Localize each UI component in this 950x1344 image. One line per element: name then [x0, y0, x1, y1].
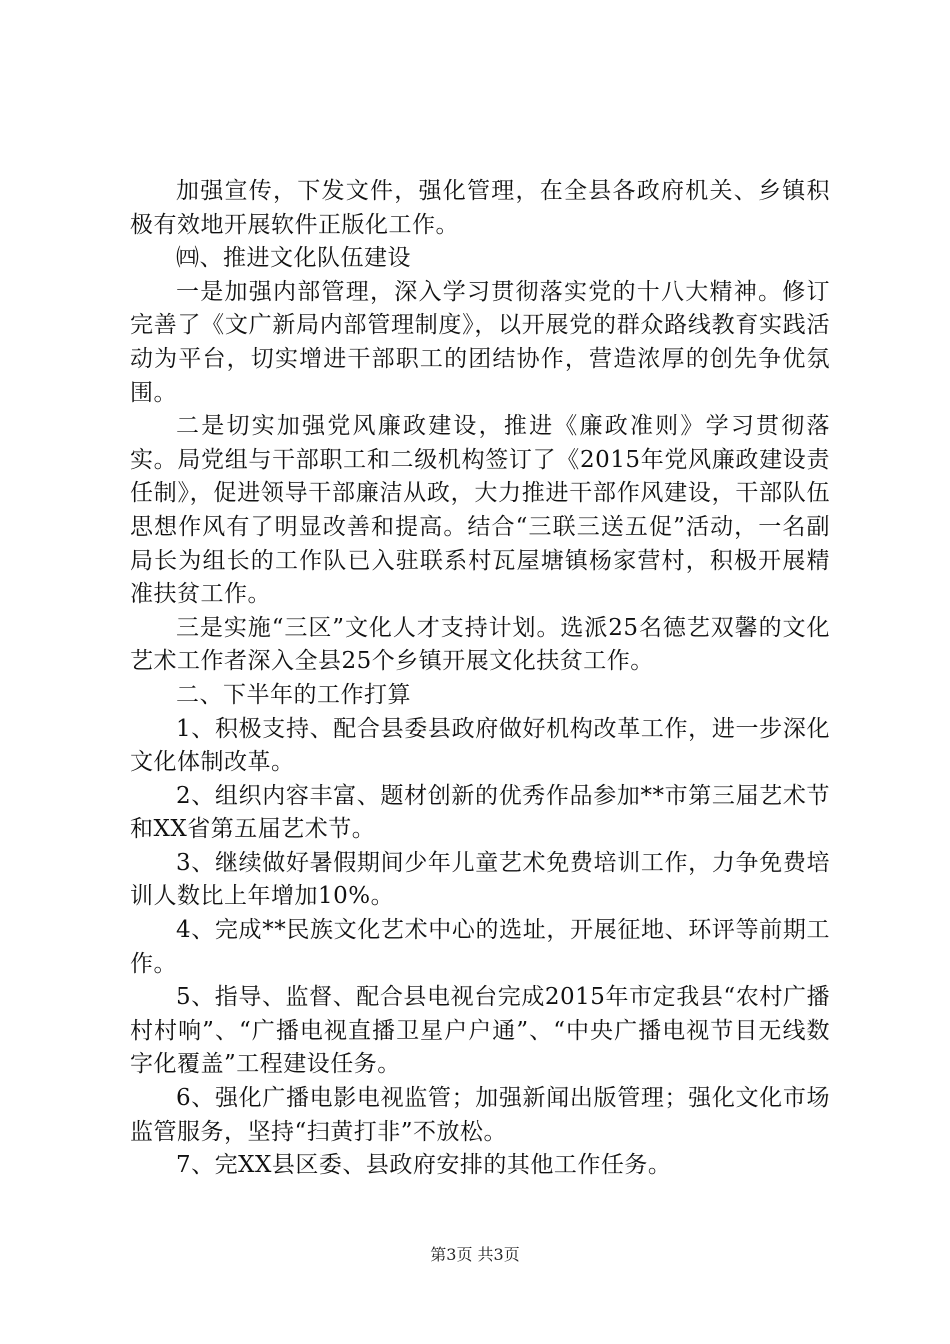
plan-item-3: 3、继续做好暑假期间少年儿童艺术免费培训工作，力争免费培训人数比上年增加10%。: [130, 849, 830, 910]
section-heading-second-half-plan: 二、下半年的工作打算: [176, 681, 411, 708]
page-number-footer: 第3页 共3页: [430, 1245, 520, 1264]
plan-item-5: 5、指导、监督、配合县电视台完成2015年市定我县“农村广播村村响”、“广播电视直播卫星户户通”、“中央广播电视节目无线数字化覆盖”工程建设任务。: [130, 984, 830, 1078]
plan-item-6: 6、强化广播电影电视监管；加强新闻出版管理；强化文化市场监管服务，坚持“扫黄打非”不放松。: [130, 1085, 830, 1145]
paragraph-integrity-building: 二是切实加强党风廉政建设，推进《廉政准则》学习贯彻落实。局党组与干部职工和二级机构签订了《2015年党风廉政建设责任制》，促进领导干部廉洁从政，大力推进干部作风建设，干部队伍思想作风有了明显改善和提高。结合“三联三送五促”活动，一名副局长为组长的工作队已入驻联系村瓦屋塘镇杨家营村，积极开展精准扶贫工作。: [130, 413, 830, 608]
paragraph-talent-program: 三是实施“三区”文化人才支持计划。选派25名德艺双馨的文化艺术工作者深入全县25个乡镇开展文化扶贫工作。: [130, 614, 830, 675]
plan-item-1: 1、积极支持、配合县委县政府做好机构改革工作，进一步深化文化体制改革。: [130, 715, 830, 776]
plan-item-2: 2、组织内容丰富、题材创新的优秀作品参加**市第三届艺术节和XX省第五届艺术节。: [130, 782, 830, 843]
paragraph-internal-management: 一是加强内部管理，深入学习贯彻落实党的十八大精神。修订完善了《文广新局内部管理制度》，以开展党的群众路线教育实践活动为平台，切实增进干部职工的团结协作，营造浓厚的创先争优氛围。: [130, 278, 830, 406]
document-body: [130, 175, 830, 1183]
section-heading-team-building: ㈣、推进文化队伍建设: [176, 245, 411, 272]
plan-item-4: 4、完成**民族文化艺术中心的选址，开展征地、环评等前期工作。: [130, 917, 830, 977]
plan-item-7: 7、完XX县区委、县政府安排的其他工作任务。: [176, 1152, 672, 1179]
paragraph-software-licensing: 加强宣传，下发文件，强化管理，在全县各政府机关、乡镇积极有效地开展软件正版化工作。: [130, 178, 830, 238]
